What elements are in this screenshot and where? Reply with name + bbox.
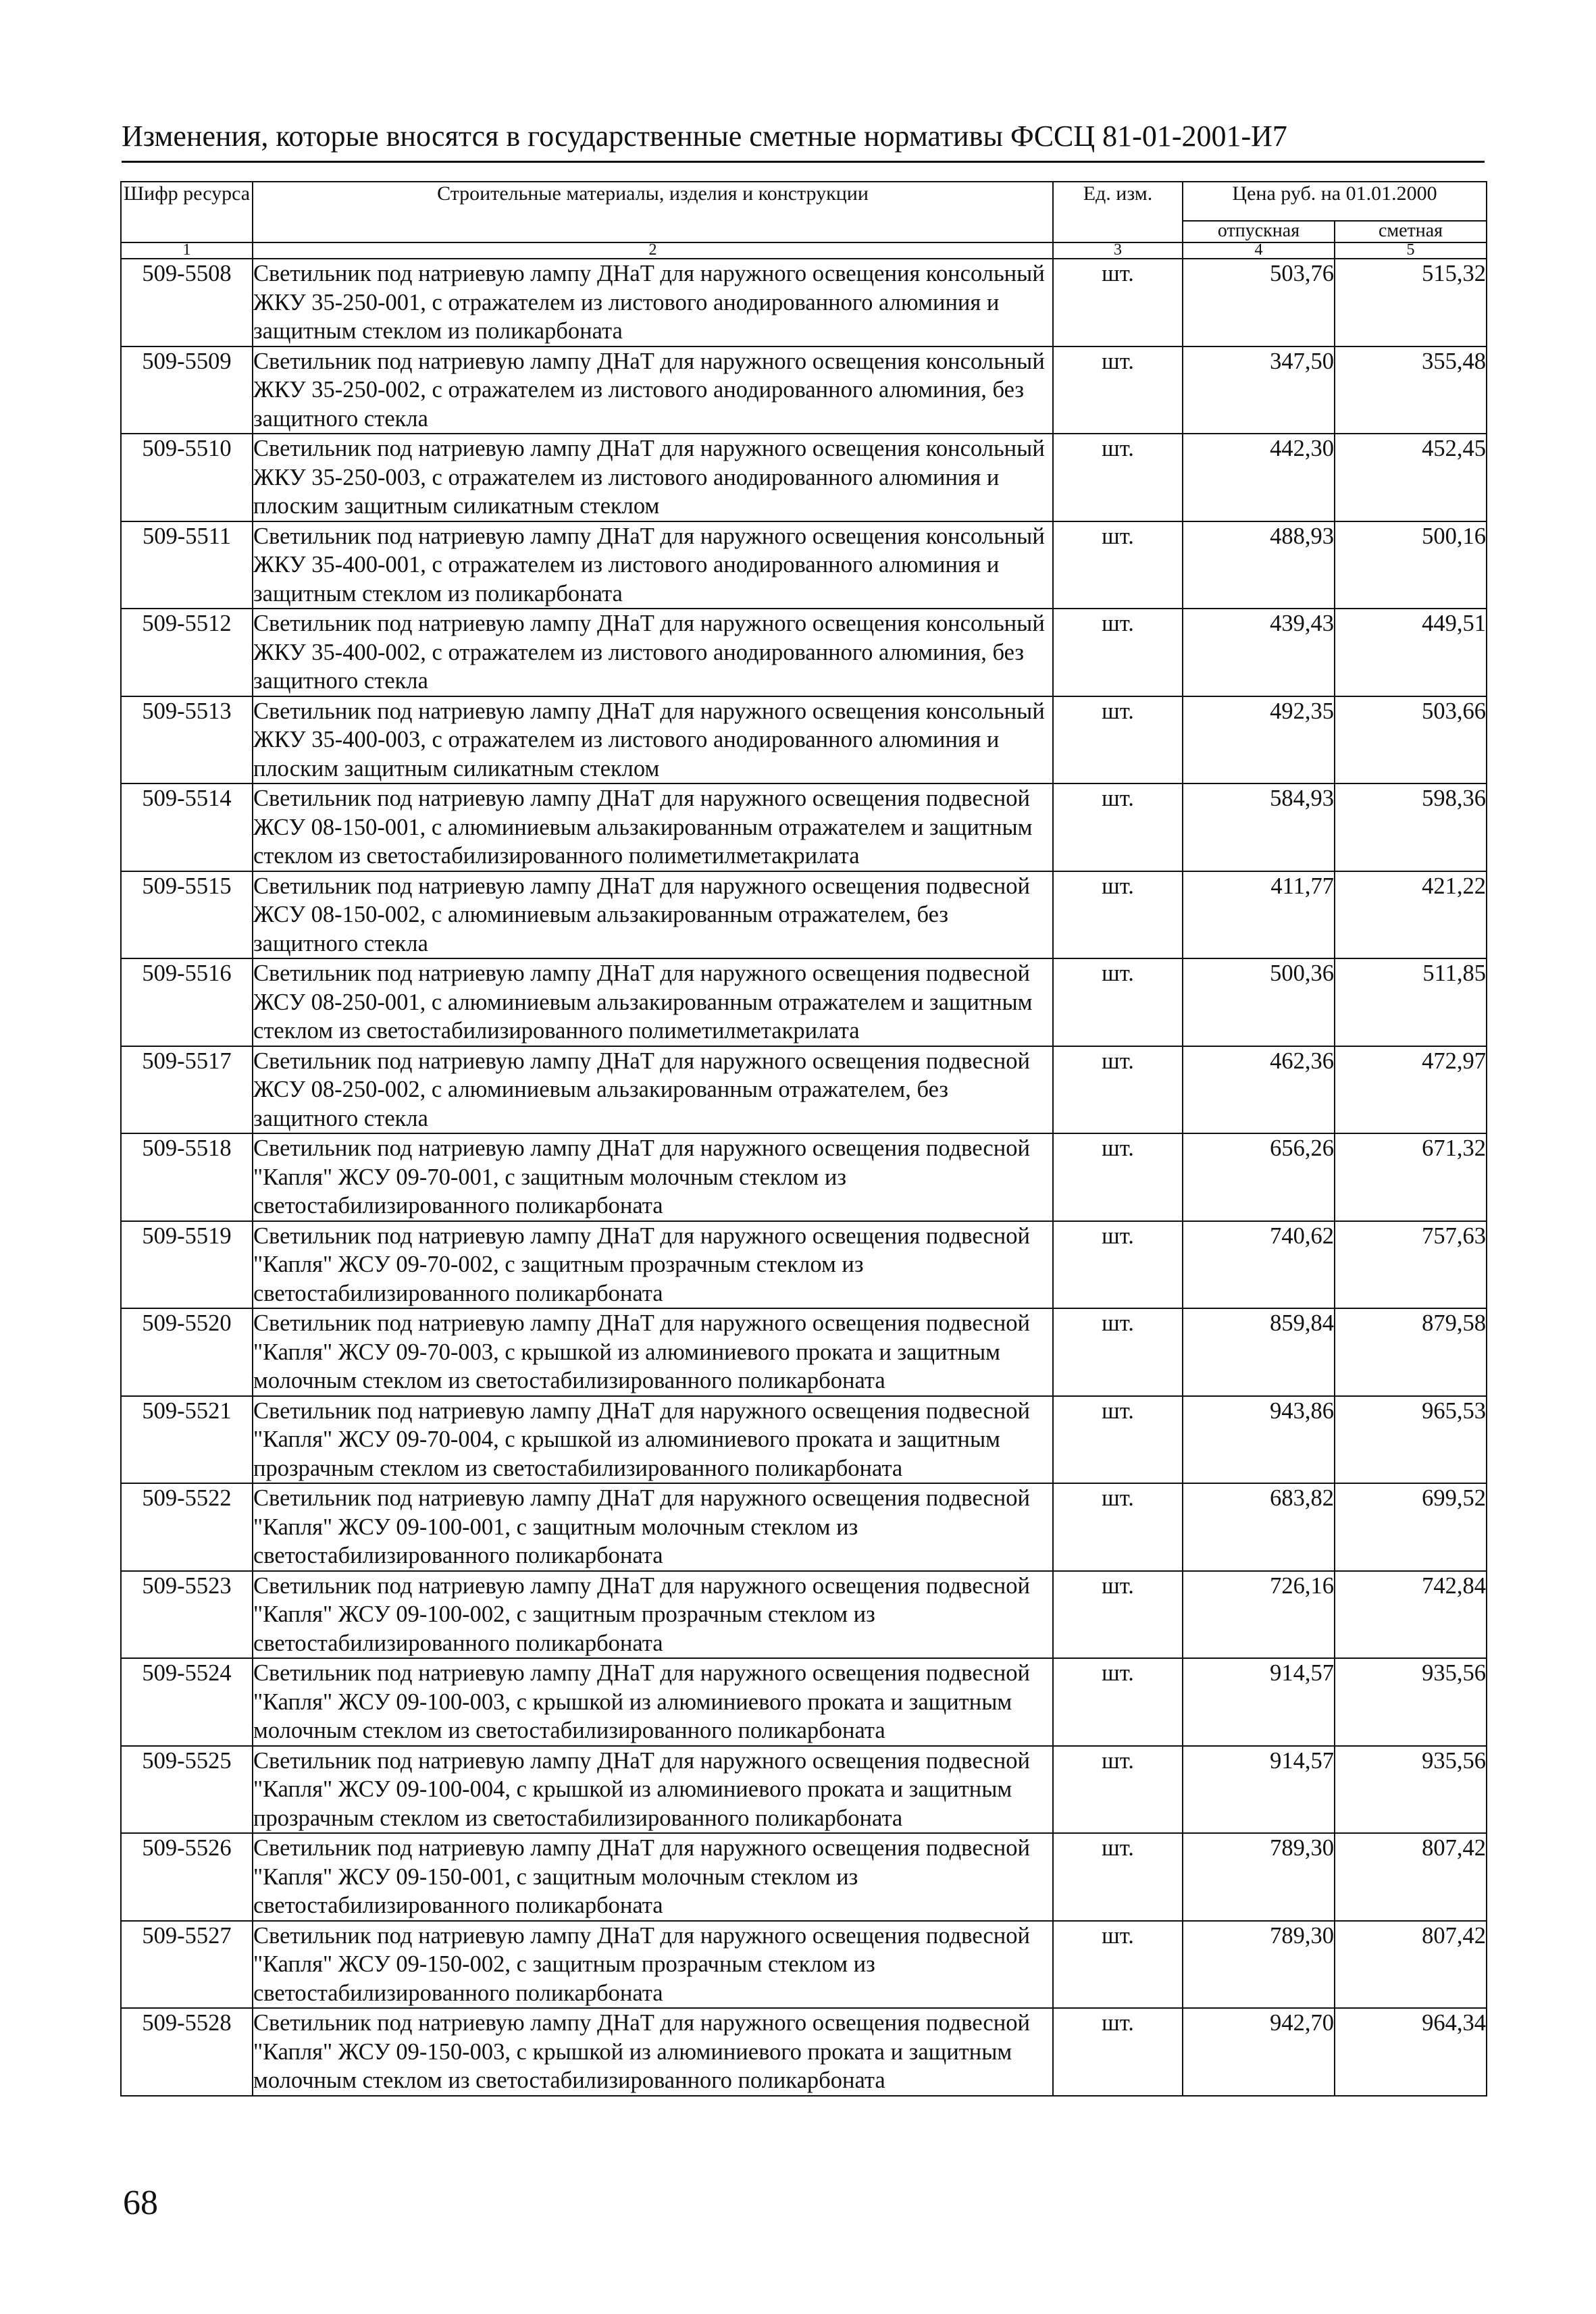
- cell-name: Светильник под натриевую лампу ДНаТ для наружного освещения подвесной "Капля" ЖСУ 09-70-002, с защитным прозрачным стеклом из светостабилизированного поликарбоната: [253, 1221, 1053, 1309]
- cell-code: 509-5517: [121, 1046, 253, 1134]
- page-header: Изменения, которые вносятся в государственные сметные нормативы ФССЦ 81-01-2001-И7: [122, 118, 1485, 163]
- cell-unit: шт.: [1053, 783, 1183, 871]
- table-row: [121, 1308, 1487, 1396]
- cell-estimate-price: 935,56: [1335, 1746, 1487, 1834]
- col-name-header: Строительные материалы, изделия и конструкции: [253, 182, 1053, 242]
- table-body: [121, 259, 1487, 2096]
- cell-code: 509-5518: [121, 1133, 253, 1221]
- col-number: 1: [121, 242, 253, 259]
- table-row: [121, 434, 1487, 521]
- cell-name: Светильник под натриевую лампу ДНаТ для наружного освещения подвесной "Капля" ЖСУ 09-100-003, с крышкой из алюминиевого проката и защитным молочным стеклом из светостабилизированного поликарбоната: [253, 1658, 1053, 1746]
- cell-estimate-price: 964,34: [1335, 2008, 1487, 2096]
- cell-code: 509-5519: [121, 1221, 253, 1309]
- cell-release-price: 500,36: [1183, 958, 1335, 1046]
- table-row: [121, 1396, 1487, 1484]
- col-number: 2: [253, 242, 1053, 259]
- table-row: [121, 871, 1487, 959]
- cell-estimate-price: 515,32: [1335, 259, 1487, 346]
- cell-code: 509-5523: [121, 1571, 253, 1659]
- cell-unit: шт.: [1053, 1483, 1183, 1571]
- table-row: [121, 1483, 1487, 1571]
- cell-name: Светильник под натриевую лампу ДНаТ для наружного освещения подвесной "Капля" ЖСУ 09-70-004, с крышкой из алюминиевого проката и защитным прозрачным стеклом из светостабилизированного поликарбоната: [253, 1396, 1053, 1484]
- cell-estimate-price: 807,42: [1335, 1921, 1487, 2009]
- table-row: [121, 1046, 1487, 1134]
- cell-code: 509-5521: [121, 1396, 253, 1484]
- column-numbers-row: [121, 242, 1487, 259]
- cell-name: Светильник под натриевую лампу ДНаТ для наружного освещения подвесной ЖСУ 08-250-001, с алюминиевым альзакированным отражателем и защитным стеклом из светостабилизированного полиметилметакрилата: [253, 958, 1053, 1046]
- cell-code: 509-5513: [121, 696, 253, 784]
- cell-unit: шт.: [1053, 1746, 1183, 1834]
- col-estimate-header: сметная: [1335, 221, 1487, 242]
- table-row: [121, 1921, 1487, 2009]
- cell-estimate-price: 511,85: [1335, 958, 1487, 1046]
- cell-estimate-price: 598,36: [1335, 783, 1487, 871]
- cell-estimate-price: 757,63: [1335, 1221, 1487, 1309]
- cell-estimate-price: 500,16: [1335, 521, 1487, 609]
- cell-name: Светильник под натриевую лампу ДНаТ для наружного освещения подвесной "Капля" ЖСУ 09-70-003, с крышкой из алюминиевого проката и защитным молочным стеклом из светостабилизированного поликарбоната: [253, 1308, 1053, 1396]
- cell-release-price: 914,57: [1183, 1746, 1335, 1834]
- col-unit-header: Ед. изм.: [1053, 182, 1183, 242]
- cell-name: Светильник под натриевую лампу ДНаТ для наружного освещения подвесной ЖСУ 08-150-001, с алюминиевым альзакированным отражателем и защитным стеклом из светостабилизированного полиметилметакрилата: [253, 783, 1053, 871]
- cell-estimate-price: 472,97: [1335, 1046, 1487, 1134]
- table-row: [121, 521, 1487, 609]
- cell-release-price: 943,86: [1183, 1396, 1335, 1484]
- cell-code: 509-5524: [121, 1658, 253, 1746]
- cell-code: 509-5508: [121, 259, 253, 346]
- cell-name: Светильник под натриевую лампу ДНаТ для наружного освещения консольный ЖКУ 35-400-002, с отражателем из листового анодированного алюминия, без защитного стекла: [253, 609, 1053, 696]
- cell-name: Светильник под натриевую лампу ДНаТ для наружного освещения консольный ЖКУ 35-250-002, с отражателем из листового анодированного алюминия, без защитного стекла: [253, 346, 1053, 434]
- cell-release-price: 914,57: [1183, 1658, 1335, 1746]
- cell-unit: шт.: [1053, 521, 1183, 609]
- cell-unit: шт.: [1053, 696, 1183, 784]
- cell-code: 509-5516: [121, 958, 253, 1046]
- cell-code: 509-5514: [121, 783, 253, 871]
- cell-unit: шт.: [1053, 871, 1183, 959]
- cell-estimate-price: 965,53: [1335, 1396, 1487, 1484]
- col-number: 3: [1053, 242, 1183, 259]
- cell-release-price: 789,30: [1183, 1921, 1335, 2009]
- cell-release-price: 411,77: [1183, 871, 1335, 959]
- cell-unit: шт.: [1053, 1658, 1183, 1746]
- cell-name: Светильник под натриевую лампу ДНаТ для наружного освещения подвесной "Капля" ЖСУ 09-70-001, с защитным молочным стеклом из светостабилизированного поликарбоната: [253, 1133, 1053, 1221]
- cell-name: Светильник под натриевую лампу ДНаТ для наружного освещения подвесной "Капля" ЖСУ 09-100-002, с защитным прозрачным стеклом из светостабилизированного поликарбоната: [253, 1571, 1053, 1659]
- table-row: [121, 1133, 1487, 1221]
- cell-unit: шт.: [1053, 1571, 1183, 1659]
- cell-code: 509-5509: [121, 346, 253, 434]
- cell-name: Светильник под натриевую лампу ДНаТ для наружного освещения подвесной ЖСУ 08-250-002, с алюминиевым альзакированным отражателем, без защитного стекла: [253, 1046, 1053, 1134]
- cell-release-price: 789,30: [1183, 1833, 1335, 1921]
- materials-price-table: [120, 181, 1487, 2097]
- cell-estimate-price: 452,45: [1335, 434, 1487, 521]
- table-header: [121, 182, 1487, 259]
- col-code-header: Шифр ресурса: [121, 182, 253, 242]
- cell-unit: шт.: [1053, 2008, 1183, 2096]
- table-row: [121, 1221, 1487, 1309]
- table-row: [121, 2008, 1487, 2096]
- cell-release-price: 942,70: [1183, 2008, 1335, 2096]
- table-row: [121, 783, 1487, 871]
- cell-release-price: 726,16: [1183, 1571, 1335, 1659]
- table-row: [121, 1658, 1487, 1746]
- table-row: [121, 259, 1487, 346]
- cell-code: 509-5520: [121, 1308, 253, 1396]
- col-number: 4: [1183, 242, 1335, 259]
- col-price-header: Цена руб. на 01.01.2000: [1183, 182, 1487, 221]
- cell-estimate-price: 699,52: [1335, 1483, 1487, 1571]
- cell-name: Светильник под натриевую лампу ДНаТ для наружного освещения подвесной ЖСУ 08-150-002, с алюминиевым альзакированным отражателем, без защитного стекла: [253, 871, 1053, 959]
- cell-code: 509-5527: [121, 1921, 253, 2009]
- cell-code: 509-5528: [121, 2008, 253, 2096]
- cell-unit: шт.: [1053, 1133, 1183, 1221]
- cell-release-price: 740,62: [1183, 1221, 1335, 1309]
- table-row: [121, 609, 1487, 696]
- cell-estimate-price: 503,66: [1335, 696, 1487, 784]
- table-row: [121, 696, 1487, 784]
- cell-unit: шт.: [1053, 609, 1183, 696]
- cell-release-price: 462,36: [1183, 1046, 1335, 1134]
- cell-release-price: 488,93: [1183, 521, 1335, 609]
- cell-code: 509-5522: [121, 1483, 253, 1571]
- cell-estimate-price: 671,32: [1335, 1133, 1487, 1221]
- cell-release-price: 492,35: [1183, 696, 1335, 784]
- cell-release-price: 439,43: [1183, 609, 1335, 696]
- cell-code: 509-5515: [121, 871, 253, 959]
- cell-code: 509-5525: [121, 1746, 253, 1834]
- cell-unit: шт.: [1053, 1921, 1183, 2009]
- cell-name: Светильник под натриевую лампу ДНаТ для наружного освещения подвесной "Капля" ЖСУ 09-150-002, с защитным прозрачным стеклом из светостабилизированного поликарбоната: [253, 1921, 1053, 2009]
- cell-name: Светильник под натриевую лампу ДНаТ для наружного освещения подвесной "Капля" ЖСУ 09-150-003, с крышкой из алюминиевого проката и защитным молочным стеклом из светостабилизированного поликарбоната: [253, 2008, 1053, 2096]
- cell-unit: шт.: [1053, 434, 1183, 521]
- cell-estimate-price: 421,22: [1335, 871, 1487, 959]
- cell-unit: шт.: [1053, 1221, 1183, 1309]
- cell-release-price: 683,82: [1183, 1483, 1335, 1571]
- cell-release-price: 584,93: [1183, 783, 1335, 871]
- cell-name: Светильник под натриевую лампу ДНаТ для наружного освещения консольный ЖКУ 35-250-001, с отражателем из листового анодированного алюминия и защитным стеклом из поликарбоната: [253, 259, 1053, 346]
- cell-code: 509-5510: [121, 434, 253, 521]
- cell-code: 509-5512: [121, 609, 253, 696]
- cell-unit: шт.: [1053, 1833, 1183, 1921]
- cell-estimate-price: 355,48: [1335, 346, 1487, 434]
- cell-release-price: 442,30: [1183, 434, 1335, 521]
- cell-name: Светильник под натриевую лампу ДНаТ для наружного освещения консольный ЖКУ 35-400-001, с отражателем из листового анодированного алюминия и защитным стеклом из поликарбоната: [253, 521, 1053, 609]
- cell-estimate-price: 742,84: [1335, 1571, 1487, 1659]
- cell-code: 509-5526: [121, 1833, 253, 1921]
- cell-unit: шт.: [1053, 1396, 1183, 1484]
- table-row: [121, 1571, 1487, 1659]
- cell-unit: шт.: [1053, 1046, 1183, 1134]
- cell-unit: шт.: [1053, 958, 1183, 1046]
- cell-release-price: 656,26: [1183, 1133, 1335, 1221]
- cell-code: 509-5511: [121, 521, 253, 609]
- cell-name: Светильник под натриевую лампу ДНаТ для наружного освещения консольный ЖКУ 35-250-003, с отражателем из листового анодированного алюминия и плоским защитным силикатным стеклом: [253, 434, 1053, 521]
- table-row: [121, 1746, 1487, 1834]
- cell-release-price: 503,76: [1183, 259, 1335, 346]
- cell-name: Светильник под натриевую лампу ДНаТ для наружного освещения консольный ЖКУ 35-400-003, с отражателем из листового анодированного алюминия и плоским защитным силикатным стеклом: [253, 696, 1053, 784]
- cell-name: Светильник под натриевую лампу ДНаТ для наружного освещения подвесной "Капля" ЖСУ 09-100-004, с крышкой из алюминиевого проката и защитным прозрачным стеклом из светостабилизированного поликарбоната: [253, 1746, 1053, 1834]
- cell-unit: шт.: [1053, 1308, 1183, 1396]
- cell-estimate-price: 879,58: [1335, 1308, 1487, 1396]
- table-row: [121, 1833, 1487, 1921]
- cell-estimate-price: 449,51: [1335, 609, 1487, 696]
- cell-unit: шт.: [1053, 259, 1183, 346]
- table-row: [121, 346, 1487, 434]
- col-number: 5: [1335, 242, 1487, 259]
- cell-estimate-price: 807,42: [1335, 1833, 1487, 1921]
- cell-name: Светильник под натриевую лампу ДНаТ для наружного освещения подвесной "Капля" ЖСУ 09-150-001, с защитным молочным стеклом из светостабилизированного поликарбоната: [253, 1833, 1053, 1921]
- cell-release-price: 347,50: [1183, 346, 1335, 434]
- col-release-header: отпускная: [1183, 221, 1335, 242]
- cell-name: Светильник под натриевую лампу ДНаТ для наружного освещения подвесной "Капля" ЖСУ 09-100-001, с защитным молочным стеклом из светостабилизированного поликарбоната: [253, 1483, 1053, 1571]
- cell-release-price: 859,84: [1183, 1308, 1335, 1396]
- page-number: 68: [123, 2184, 158, 2222]
- table-row: [121, 958, 1487, 1046]
- cell-unit: шт.: [1053, 346, 1183, 434]
- cell-estimate-price: 935,56: [1335, 1658, 1487, 1746]
